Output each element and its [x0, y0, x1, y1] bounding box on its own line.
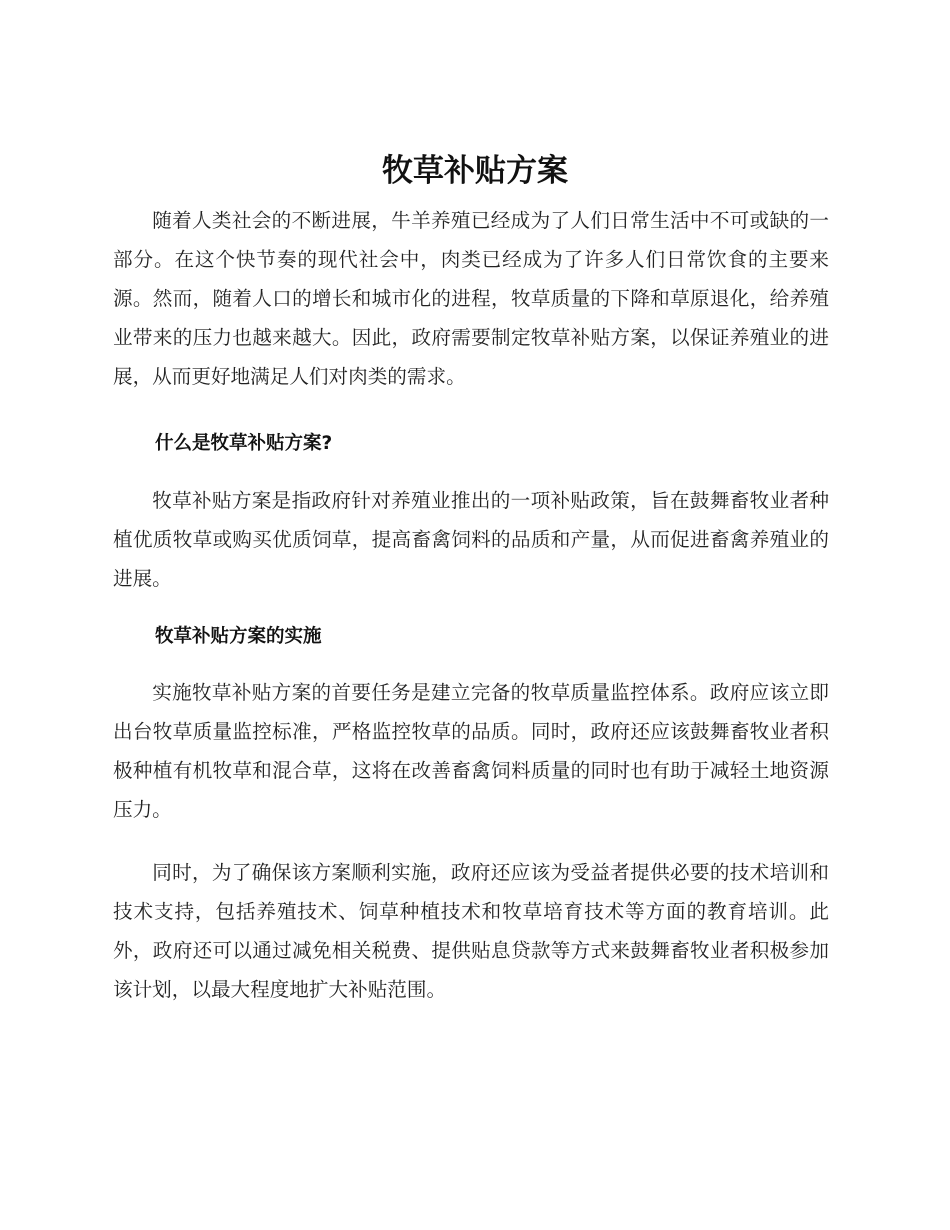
section-heading-what-is: 什么是牧草补贴方案?: [155, 433, 333, 454]
definition-paragraph: 牧草补贴方案是指政府针对养殖业推出的一项补贴政策，旨在鼓舞畜牧业者种植优质牧草或购买优质饲草，提高畜禽饲料的品质和产量，从而促进畜禽养殖业的进展。: [113, 489, 829, 590]
section-heading-implementation: 牧草补贴方案的实施: [155, 626, 322, 647]
document-title: 牧草补贴方案: [382, 153, 568, 189]
implementation-paragraph: 实施牧草补贴方案的首要任务是建立完备的牧草质量监控体系。政府应该立即出台牧草质量监控标准，严格监控牧草的品质。同时，政府还应该鼓舞畜牧业者积极种植有机牧草和混合草，这将在改善畜禽饲料质量的同时也有助于减轻土地资源压力。: [113, 681, 829, 821]
support-paragraph: 同时，为了确保该方案顺利实施，政府还应该为受益者提供必要的技术培训和技术支持，包括养殖技术、饲草种植技术和牧草培育技术等方面的教育培训。此外，政府还可以通过减免相关税费、提供贴息贷款等方式来鼓舞畜牧业者积极参加该计划，以最大程度地扩大补贴范围。: [113, 861, 829, 1001]
intro-paragraph: 随着人类社会的不断进展，牛羊养殖已经成为了人们日常生活中不可或缺的一部分。在这个快节奏的现代社会中，肉类已经成为了许多人们日常饮食的主要来源。然而，随着人口的增长和城市化的进程，牧草质量的下降和草原退化，给养殖业带来的压力也越来越大。因此，政府需要制定牧草补贴方案，以保证养殖业的进展，从而更好地满足人们对肉类的需求。: [113, 209, 829, 388]
